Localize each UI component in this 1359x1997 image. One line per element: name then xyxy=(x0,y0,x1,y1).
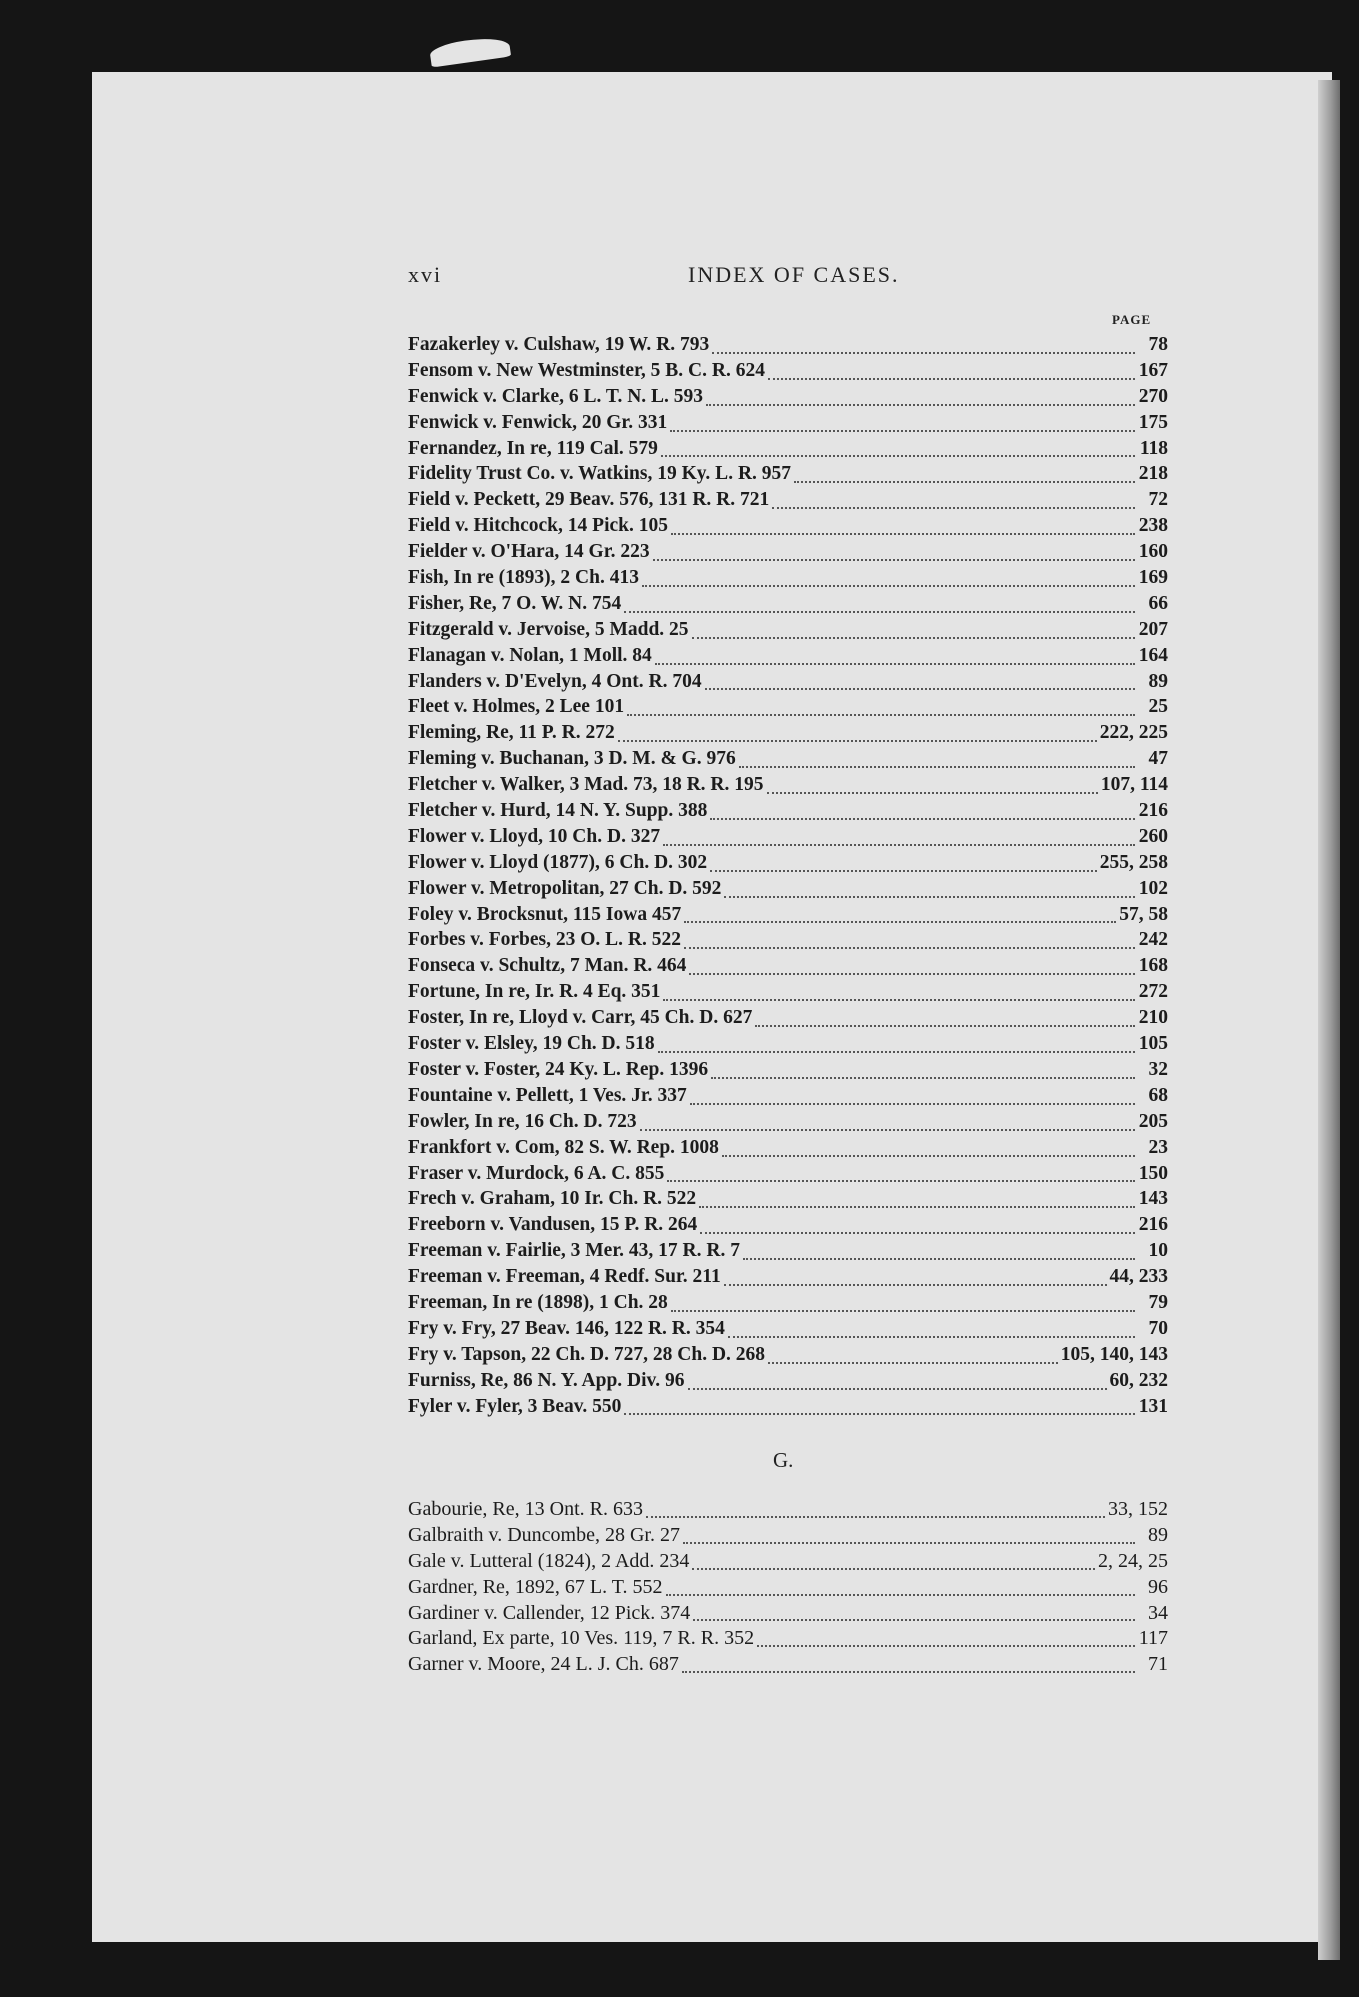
index-entry xyxy=(408,1007,1168,1033)
dot-leader xyxy=(794,481,1135,483)
index-entry xyxy=(408,438,1168,464)
case-citation: Field v. Peckett, 29 Beav. 576, 131 R. R. 721 xyxy=(408,489,770,511)
case-citation: Fenwick v. Fenwick, 20 Gr. 331 xyxy=(408,411,668,433)
case-citation: Fountaine v. Pellett, 1 Ves. Jr. 337 xyxy=(408,1084,687,1106)
case-list-f xyxy=(408,334,1168,1421)
index-entry xyxy=(408,386,1168,412)
case-citation: Fletcher v. Walker, 3 Mad. 73, 18 R. R. 195 xyxy=(408,774,764,796)
dot-leader xyxy=(684,921,1116,923)
dot-leader xyxy=(684,947,1135,949)
case-citation: Foster v. Elsley, 19 Ch. D. 518 xyxy=(408,1033,655,1055)
index-entry xyxy=(408,1576,1168,1602)
page-numbers: 72 xyxy=(1148,489,1168,511)
case-citation: Fortune, In re, Ir. R. 4 Eq. 351 xyxy=(408,981,661,1003)
index-entry xyxy=(408,826,1168,852)
dot-leader xyxy=(653,559,1135,561)
dot-leader xyxy=(705,688,1135,690)
torn-page-corner xyxy=(429,35,511,68)
index-entry xyxy=(408,463,1168,489)
dot-leader xyxy=(710,818,1135,820)
dot-leader xyxy=(724,1284,1107,1286)
dot-leader xyxy=(772,507,1135,509)
page-numbers: 218 xyxy=(1138,463,1168,485)
index-entry xyxy=(408,1550,1168,1576)
dot-leader xyxy=(671,1310,1135,1312)
case-citation: Foster v. Foster, 24 Ky. L. Rep. 1396 xyxy=(408,1058,709,1080)
case-citation: Fry v. Tapson, 22 Ch. D. 727, 28 Ch. D. 268 xyxy=(408,1343,766,1365)
case-citation: Fidelity Trust Co. v. Watkins, 19 Ky. L. R. 957 xyxy=(408,463,792,485)
page-numbers: 47 xyxy=(1148,748,1168,770)
dot-leader xyxy=(712,352,1135,354)
dot-leader xyxy=(627,714,1135,716)
dot-leader xyxy=(658,1051,1135,1053)
case-citation: Flower v. Metropolitan, 27 Ch. D. 592 xyxy=(408,877,722,899)
index-entry xyxy=(408,1498,1168,1524)
case-citation: Field v. Hitchcock, 14 Pick. 105 xyxy=(408,515,668,537)
case-citation: Flanders v. D'Evelyn, 4 Ont. R. 704 xyxy=(408,670,702,692)
dot-leader xyxy=(690,1103,1135,1105)
dot-leader xyxy=(640,1129,1135,1131)
dot-leader xyxy=(692,637,1135,639)
dot-leader xyxy=(682,1671,1135,1673)
page-numbers: 118 xyxy=(1139,437,1168,459)
page-numbers: 131 xyxy=(1138,1395,1168,1417)
page-numbers: 105, 140, 143 xyxy=(1060,1343,1168,1365)
case-citation: Fonseca v. Schultz, 7 Man. R. 464 xyxy=(408,955,687,977)
dot-leader xyxy=(768,1362,1058,1364)
page-numbers: 272 xyxy=(1138,981,1168,1003)
index-entry xyxy=(408,852,1168,878)
index-entry xyxy=(408,1292,1168,1318)
case-citation: Fitzgerald v. Jervoise, 5 Madd. 25 xyxy=(408,618,689,640)
dot-leader xyxy=(743,1258,1135,1260)
index-entry xyxy=(408,1059,1168,1085)
case-citation: Fry v. Fry, 27 Beav. 146, 122 R. R. 354 xyxy=(408,1317,725,1339)
case-citation: Flanagan v. Nolan, 1 Moll. 84 xyxy=(408,644,652,666)
page-numbers: 255, 258 xyxy=(1099,851,1168,873)
page-title: INDEX OF CASES. xyxy=(688,262,900,287)
index-entry xyxy=(408,412,1168,438)
case-citation: Frech v. Graham, 10 Ir. Ch. R. 522 xyxy=(408,1188,697,1210)
page-numbers: 205 xyxy=(1138,1110,1168,1132)
index-entry xyxy=(408,1370,1168,1396)
page-numbers: 33, 152 xyxy=(1108,1498,1168,1520)
case-citation: Fyler v. Fyler, 3 Beav. 550 xyxy=(408,1395,622,1417)
case-citation: Gardiner v. Callender, 12 Pick. 374 xyxy=(408,1601,691,1624)
dot-leader xyxy=(767,792,1098,794)
dot-leader xyxy=(642,585,1135,587)
dot-leader xyxy=(663,999,1135,1001)
page-numbers: 175 xyxy=(1138,411,1168,433)
case-citation: Gardner, Re, 1892, 67 L. T. 552 xyxy=(408,1575,663,1598)
case-citation: Fensom v. New Westminster, 5 B. C. R. 624 xyxy=(408,359,765,381)
index-entry xyxy=(408,1214,1168,1240)
index-entry xyxy=(408,696,1168,722)
case-citation: Flower v. Lloyd (1877), 6 Ch. D. 302 xyxy=(408,851,708,873)
index-entry xyxy=(408,1318,1168,1344)
index-entry xyxy=(408,1240,1168,1266)
case-citation: Freeman v. Fairlie, 3 Mer. 43, 17 R. R. 7 xyxy=(408,1240,740,1262)
dot-leader xyxy=(711,1077,1135,1079)
index-entry xyxy=(408,1137,1168,1163)
page-numbers: 216 xyxy=(1138,800,1168,822)
page-numbers: 222, 225 xyxy=(1099,722,1168,744)
index-entry xyxy=(408,904,1168,930)
page-numbers: 117 xyxy=(1138,1627,1168,1650)
case-citation: Fernandez, In re, 119 Cal. 579 xyxy=(408,437,658,459)
page-numbers: 143 xyxy=(1138,1188,1168,1210)
page-numbers: 68 xyxy=(1148,1084,1168,1106)
page-numbers: 23 xyxy=(1148,1136,1168,1158)
dot-leader xyxy=(683,1542,1135,1544)
index-entry xyxy=(408,981,1168,1007)
page-numbers: 105 xyxy=(1138,1033,1168,1055)
page-numbers: 66 xyxy=(1148,592,1168,614)
page-numbers: 207 xyxy=(1138,618,1168,640)
page-numbers: 150 xyxy=(1138,1162,1168,1184)
dot-leader xyxy=(671,533,1135,535)
case-citation: Fazakerley v. Culshaw, 19 W. R. 793 xyxy=(408,334,710,355)
page-numbers: 44, 233 xyxy=(1109,1266,1168,1288)
running-header xyxy=(408,262,1168,290)
case-citation: Garland, Ex parte, 10 Ves. 119, 7 R. R. 352 xyxy=(408,1627,755,1650)
page-numbers: 160 xyxy=(1138,541,1168,563)
index-entry xyxy=(408,1344,1168,1370)
index-entry xyxy=(408,1627,1168,1653)
index-entry xyxy=(408,955,1168,981)
dot-leader xyxy=(692,1568,1095,1570)
dot-leader xyxy=(706,404,1135,406)
case-citation: Garner v. Moore, 24 L. J. Ch. 687 xyxy=(408,1653,679,1676)
case-citation: Fleet v. Holmes, 2 Lee 101 xyxy=(408,696,625,718)
index-entry xyxy=(408,1163,1168,1189)
case-citation: Fraser v. Murdock, 6 A. C. 855 xyxy=(408,1162,665,1184)
page-numbers: 79 xyxy=(1148,1291,1168,1313)
page-numbers: 78 xyxy=(1148,334,1168,355)
index-entry xyxy=(408,1085,1168,1111)
case-citation: Gale v. Lutteral (1824), 2 Add. 234 xyxy=(408,1549,690,1572)
page-numbers: 60, 232 xyxy=(1109,1369,1168,1391)
page-numbers: 238 xyxy=(1138,515,1168,537)
section-heading-g: G. xyxy=(773,1448,794,1472)
index-entry xyxy=(408,1033,1168,1059)
index-entry xyxy=(408,774,1168,800)
index-entry xyxy=(408,748,1168,774)
index-entry xyxy=(408,489,1168,515)
page-numbers: 10 xyxy=(1148,1240,1168,1262)
index-entry xyxy=(408,1602,1168,1628)
page-numbers: 89 xyxy=(1148,670,1168,692)
case-citation: Furniss, Re, 86 N. Y. App. Div. 96 xyxy=(408,1369,685,1391)
case-citation: Foster, In re, Lloyd v. Carr, 45 Ch. D. 627 xyxy=(408,1007,753,1029)
dot-leader xyxy=(724,896,1135,898)
case-citation: Fleming, Re, 11 P. R. 272 xyxy=(408,722,615,744)
case-citation: Freeborn v. Vandusen, 15 P. R. 264 xyxy=(408,1214,698,1236)
page-numbers: 25 xyxy=(1148,696,1168,718)
index-entry xyxy=(408,541,1168,567)
index-entry xyxy=(408,567,1168,593)
page-numbers: 57, 58 xyxy=(1119,903,1168,925)
case-citation: Frankfort v. Com, 82 S. W. Rep. 1008 xyxy=(408,1136,719,1158)
dot-leader xyxy=(757,1645,1135,1647)
index-entry xyxy=(408,878,1168,904)
index-entry xyxy=(408,360,1168,386)
page-numbers: 169 xyxy=(1138,567,1168,589)
case-citation: Forbes v. Forbes, 23 O. L. R. 522 xyxy=(408,929,681,951)
index-entry xyxy=(408,619,1168,645)
dot-leader xyxy=(768,378,1135,380)
dot-leader xyxy=(699,1206,1135,1208)
index-entry xyxy=(408,1111,1168,1137)
dot-leader xyxy=(618,740,1097,742)
index-entry xyxy=(408,1266,1168,1292)
page-folio: xvi xyxy=(408,262,443,287)
case-citation: Fish, In re (1893), 2 Ch. 413 xyxy=(408,567,639,589)
dot-leader xyxy=(624,611,1135,613)
dot-leader xyxy=(667,1180,1135,1182)
page-numbers: 270 xyxy=(1138,385,1168,407)
dot-leader xyxy=(666,1594,1135,1596)
index-entry xyxy=(408,1188,1168,1214)
page-numbers: 34 xyxy=(1148,1601,1168,1624)
page-edge xyxy=(1318,80,1340,1960)
dot-leader xyxy=(661,455,1135,457)
page-numbers: 242 xyxy=(1138,929,1168,951)
page-numbers: 2, 24, 25 xyxy=(1098,1549,1168,1572)
page-numbers: 168 xyxy=(1138,955,1168,977)
page-numbers: 89 xyxy=(1148,1523,1168,1546)
dot-leader xyxy=(646,1516,1105,1518)
page-numbers: 210 xyxy=(1138,1007,1168,1029)
page-numbers: 96 xyxy=(1148,1575,1168,1598)
case-citation: Gabourie, Re, 13 Ont. R. 633 xyxy=(408,1498,643,1520)
dot-leader xyxy=(700,1232,1135,1234)
case-citation: Foley v. Brocksnut, 115 Iowa 457 xyxy=(408,903,682,925)
case-citation: Galbraith v. Duncombe, 28 Gr. 27 xyxy=(408,1523,680,1546)
case-citation: Fielder v. O'Hara, 14 Gr. 223 xyxy=(408,541,650,563)
case-list-g xyxy=(408,1498,1168,1679)
page-numbers: 107, 114 xyxy=(1100,774,1168,796)
dot-leader xyxy=(688,1388,1107,1390)
case-citation: Fisher, Re, 7 O. W. N. 754 xyxy=(408,592,622,614)
dot-leader xyxy=(689,973,1135,975)
index-entry xyxy=(408,929,1168,955)
index-entry xyxy=(408,671,1168,697)
dot-leader xyxy=(739,766,1135,768)
page-numbers: 260 xyxy=(1138,825,1168,847)
dot-leader xyxy=(663,844,1135,846)
case-citation: Fleming v. Buchanan, 3 D. M. & G. 976 xyxy=(408,748,736,770)
dot-leader xyxy=(693,1619,1135,1621)
dot-leader xyxy=(655,663,1135,665)
case-citation: Fletcher v. Hurd, 14 N. Y. Supp. 388 xyxy=(408,800,708,822)
index-entry xyxy=(408,1653,1168,1679)
case-citation: Freeman, In re (1898), 1 Ch. 28 xyxy=(408,1291,668,1313)
page-numbers: 71 xyxy=(1148,1653,1168,1676)
index-entry xyxy=(408,334,1168,360)
dot-leader xyxy=(624,1413,1135,1415)
case-citation: Fowler, In re, 16 Ch. D. 723 xyxy=(408,1110,637,1132)
index-entry xyxy=(408,645,1168,671)
page-numbers: 102 xyxy=(1138,877,1168,899)
index-entry xyxy=(408,722,1168,748)
index-entry xyxy=(408,593,1168,619)
case-citation: Fenwick v. Clarke, 6 L. T. N. L. 593 xyxy=(408,385,704,407)
case-citation: Freeman v. Freeman, 4 Redf. Sur. 211 xyxy=(408,1266,721,1288)
page-numbers: 216 xyxy=(1138,1214,1168,1236)
dot-leader xyxy=(728,1336,1135,1338)
index-entry xyxy=(408,1524,1168,1550)
index-entry xyxy=(408,515,1168,541)
page-numbers: 167 xyxy=(1138,359,1168,381)
index-entry xyxy=(408,800,1168,826)
dot-leader xyxy=(755,1025,1135,1027)
case-citation: Flower v. Lloyd, 10 Ch. D. 327 xyxy=(408,825,661,847)
dot-leader xyxy=(710,870,1097,872)
dot-leader xyxy=(722,1155,1135,1157)
page-numbers: 70 xyxy=(1148,1317,1168,1339)
page-numbers: 164 xyxy=(1138,644,1168,666)
page-column-label: PAGE xyxy=(1112,312,1152,327)
index-entry xyxy=(408,1396,1168,1422)
page-numbers: 32 xyxy=(1148,1058,1168,1080)
dot-leader xyxy=(670,430,1135,432)
